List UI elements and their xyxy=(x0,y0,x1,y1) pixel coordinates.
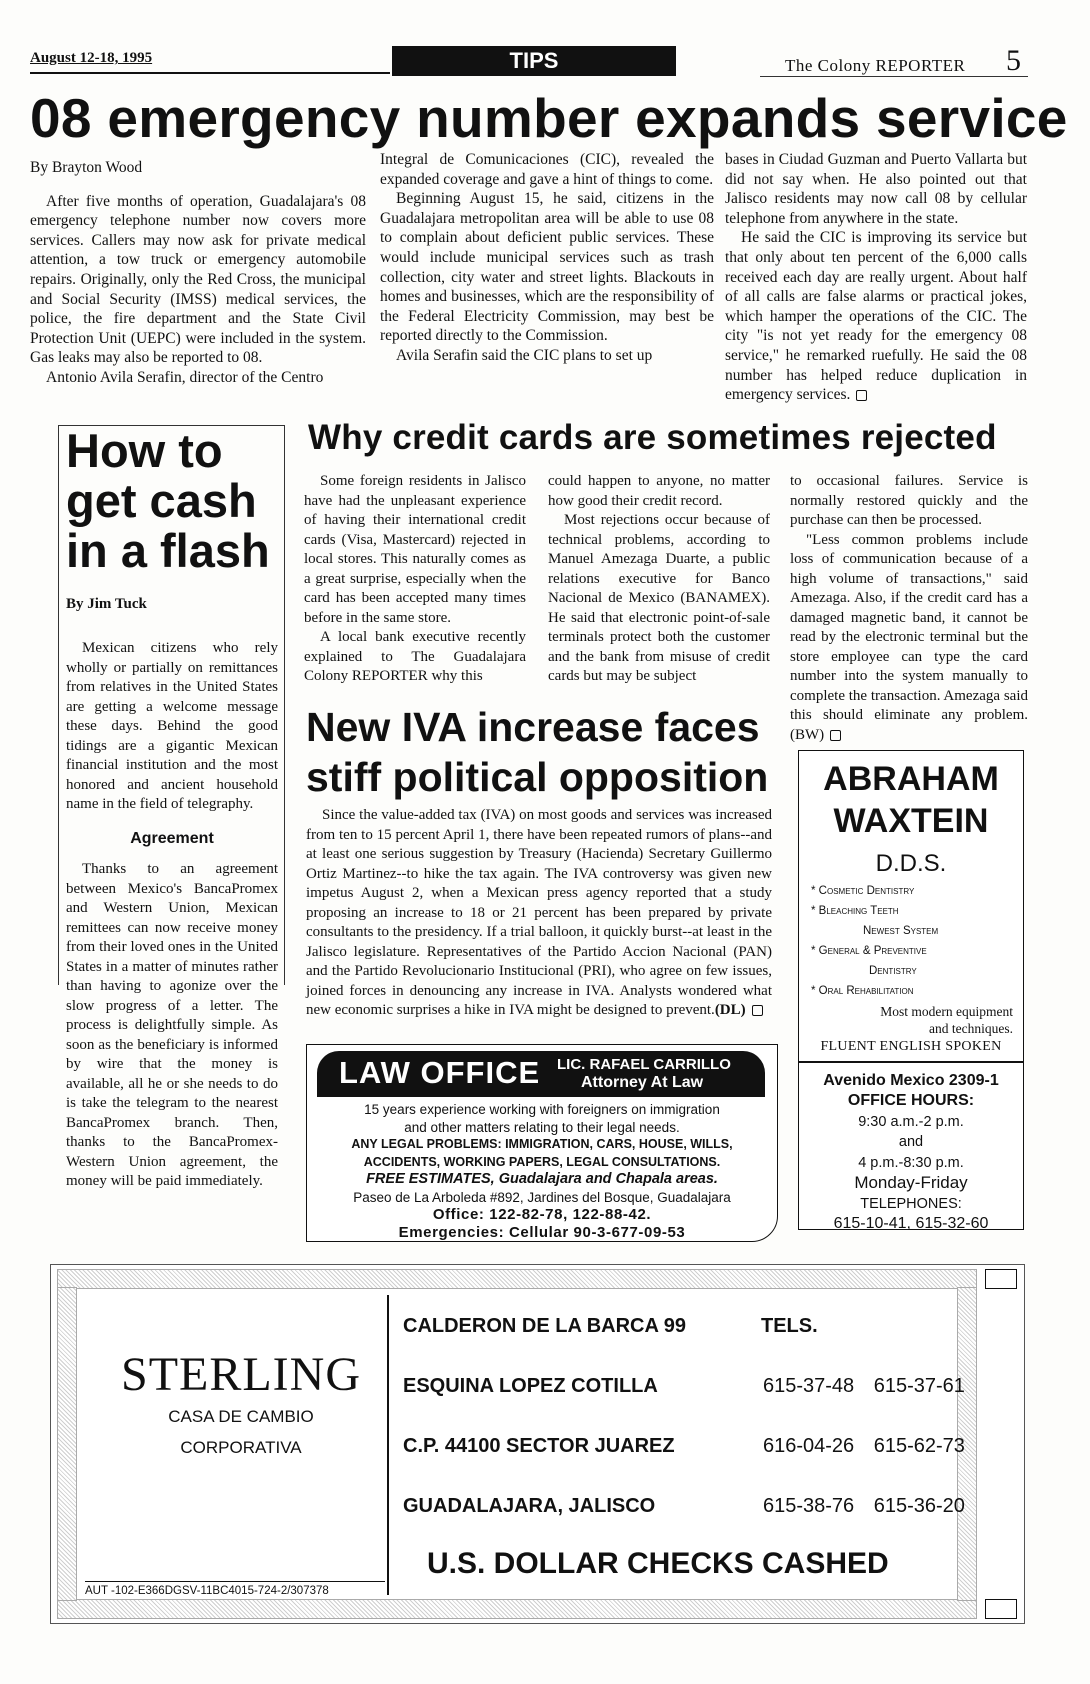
story1-col3-para: bases in Ciudad Guzman and Puerto Vallarta but did not say when. He also pointed out that Jalisco residents may now call 08 by cellular telephone from anywhere in the state. xyxy=(725,151,1027,227)
dentist-name2: WAXTEIN xyxy=(833,802,989,840)
sterling-phone: 615-36-20 xyxy=(873,1495,965,1517)
sterling-frame-left xyxy=(57,1287,77,1601)
sterling-tels-label: TELS. xyxy=(761,1315,818,1337)
law-line: Paseo de La Arboleda #892, Jardines del Bosque, Guadalajara xyxy=(353,1189,731,1205)
story1-col3-para xyxy=(725,228,1027,404)
law-title: LAW OFFICE xyxy=(339,1055,541,1090)
sterling-address-line: GUADALAJARA, JALISCO xyxy=(403,1495,656,1517)
law-line: 15 years experience working with foreigners on immigration xyxy=(364,1102,720,1117)
sterling-phone-row xyxy=(763,1495,965,1555)
story1-col1 xyxy=(30,158,366,388)
story4-headline-line: New IVA increase faces xyxy=(306,704,760,750)
story4-body xyxy=(306,806,772,1021)
sterling-sub1: CASA DE CAMBIO xyxy=(168,1407,314,1426)
story4-headline-line: stiff political opposition xyxy=(306,754,769,800)
story1-col2-para: Avila Serafin said the CIC plans to set up xyxy=(396,346,653,364)
story4-headline xyxy=(306,702,776,802)
story2-body xyxy=(66,639,278,1192)
story2-border-right xyxy=(284,425,285,985)
dentist-service: Dentistry xyxy=(869,965,917,977)
sterling-phone: 615-38-76 xyxy=(763,1495,855,1517)
masthead-rule-right xyxy=(760,76,1028,77)
dentist-equipment xyxy=(799,1003,1023,1037)
story3-text: "Less common problems include loss of communication because of a high volume of transactions," said Amezaga. Also, if the credit card has a damaged magnetic band, it cannot be read by the electronic terminal but the store employee can type the card number into the system manually to complete the transaction. Amezaga said this should eliminate any problem. (BW) xyxy=(790,531,1028,743)
sterling-phone: 615-37-61 xyxy=(873,1375,965,1397)
sterling-name: STERLING xyxy=(121,1348,361,1401)
story1-col2-para: Beginning August 15, he said, citizens in the Guadalajara metropolitan area will be able to use 08 to complain about deficient public services. These would include municipal services such as trash collection, city water and street lights. Blackouts in homes and businesses, which are the responsibility of the Federal Electricity Commission, may best be reported directly to the Commission. xyxy=(380,190,714,345)
sterling-address-line: C.P. 44100 SECTOR JUAREZ xyxy=(403,1435,675,1457)
law-line: and other matters relating to their legal needs. xyxy=(404,1119,680,1135)
end-mark-icon xyxy=(752,1005,763,1016)
story2-para: Thanks to an agreement between Mexico's BancaPromex and Western Union, Mexican remittees can now receive money from their loved ones in the United States in a matter of minutes rather than having to agonize over the slow progress of a letter. The process is delightfully simple. As soon as the beneficiary is informed by wire that the money is available, all he or she needs to do is take the telegram to the nearest BancaPromex branch. Then, thanks to the BancaPromex-Western Union agreement, the money will be paid immediately. xyxy=(66,861,278,1189)
story3-col1 xyxy=(304,472,526,687)
law-name: LIC. RAFAEL CARRILLO xyxy=(557,1056,731,1073)
dentist-ad xyxy=(798,750,1024,1230)
law-line: FREE ESTIMATES, Guadalajara and Chapala areas. xyxy=(366,1171,718,1187)
story1-col3-text: He said the CIC is improving its service but that only about ten percent of the 6,000 calls received each day are really urgent. About half of all calls are false alarms or practical jokes, which hamper the operations of the CIC. The city "is not yet ready for the emergency 08 service," he remarked ruefully. He said the 08 number has helped reduce duplication in emergency services. xyxy=(725,229,1027,404)
story2-border-left xyxy=(58,425,59,985)
story3-para: Most rejections occur because of technical problems, according to Manuel Amezaga Duarte, a public relations executive for Banco Nacional de Mexico (BANAMEX). He said that electronic point-of-sale terminals protect both the customer and the bank from misuse of credit cards but may be subject xyxy=(548,512,770,684)
story2-headline-line: How to xyxy=(66,424,223,477)
story2-headline-line: in a flash xyxy=(66,524,270,577)
dentist-service: * Bleaching Teeth xyxy=(811,905,899,917)
dentist-services xyxy=(799,881,1023,1001)
sterling-ad xyxy=(50,1264,1025,1624)
story2-para: Mexican citizens who rely wholly or partially on remittances from relatives in the United States are getting a welcome message these days. Behind the good tidings are a gigantic Mexican financial institution and the most honored and ancient household name in the field of telegraphy. xyxy=(66,640,278,812)
law-details xyxy=(311,1101,773,1241)
story2-byline: By Jim Tuck xyxy=(66,596,147,612)
sterling-frame-bottom xyxy=(57,1599,977,1619)
story3-para: to occasional failures. Service is normally restored quickly and the purchase can then be processed. xyxy=(790,473,1028,528)
story1-col2 xyxy=(380,150,714,366)
dentist-service: * Cosmetic Dentistry xyxy=(811,885,915,897)
story2-headline xyxy=(66,426,278,576)
sterling-divider xyxy=(387,1295,389,1595)
dentist-days: Monday-Friday xyxy=(854,1173,968,1192)
law-office-ad xyxy=(306,1044,778,1242)
law-line: Emergencies: Cellular 90-3-677-09-53 xyxy=(398,1223,686,1241)
dentist-info xyxy=(799,1071,1023,1235)
dentist-service: * General & Preventive xyxy=(811,945,927,957)
dentist-english: FLUENT ENGLISH SPOKEN xyxy=(820,1039,1002,1054)
story1-col2-para: Integral de Comunicaciones (CIC), revealed the expanded coverage and gave a hint of things to come. xyxy=(380,151,714,188)
story3-para xyxy=(790,531,1028,746)
paper-name: The Colony REPORTER xyxy=(785,56,966,75)
story4-para xyxy=(306,806,772,1021)
dentist-title: D.D.S. xyxy=(875,850,947,877)
law-role: Attorney At Law xyxy=(581,1074,704,1091)
story1-byline: By Brayton Wood xyxy=(30,159,143,176)
sterling-corner-box xyxy=(985,1269,1017,1289)
story1-col3 xyxy=(725,150,1027,405)
story1-headline: 08 emergency number expands service xyxy=(30,87,1068,149)
story2-headline-line: get cash xyxy=(66,474,257,527)
law-line: Office: 122-82-78, 122-88-42. xyxy=(432,1206,652,1223)
dentist-service: * Oral Rehabilitation xyxy=(811,985,914,997)
sterling-address xyxy=(403,1315,686,1518)
law-line: ANY LEGAL PROBLEMS: IMMIGRATION, CARS, HOUSE, WILLS, xyxy=(351,1137,733,1151)
sterling-phone-row xyxy=(763,1375,965,1435)
sterling-corner-box xyxy=(985,1599,1017,1619)
dentist-divider xyxy=(799,1061,1023,1063)
dentist-service: Newest System xyxy=(863,925,939,937)
dentist-equipment-line: and techniques. xyxy=(929,1021,1013,1036)
section-label: TIPS xyxy=(509,48,559,73)
dentist-equipment-line: Most modern equipment xyxy=(880,1004,1013,1019)
sterling-frame-top xyxy=(57,1269,977,1289)
story2-column xyxy=(66,426,278,1192)
sterling-sub2: CORPORATIVA xyxy=(180,1438,302,1457)
section-banner xyxy=(392,46,676,76)
story3-para: could happen to anyone, no matter how good their credit record. xyxy=(548,473,770,509)
sterling-address-line: CALDERON DE LA BARCA 99 xyxy=(403,1315,686,1337)
end-mark-icon xyxy=(830,730,841,741)
story2-subhead: Agreement xyxy=(130,829,214,847)
page-number: 5 xyxy=(1006,44,1021,77)
sterling-auth: AUT -102-E366DGSV-11BC4015-724-2/307378 xyxy=(85,1581,385,1597)
dentist-tels: 615-10-41, 615-32-60 xyxy=(833,1215,989,1232)
dentist-name1: ABRAHAM xyxy=(823,760,999,798)
dentist-tel-label: TELEPHONES: xyxy=(860,1195,962,1212)
story3-col2 xyxy=(548,472,770,687)
sterling-slogan: U.S. DOLLAR CHECKS CASHED xyxy=(427,1547,889,1580)
dentist-hours: and xyxy=(898,1134,924,1150)
story1-col1-para: After five months of operation, Guadalajara's 08 emergency telephone number now covers more services. Callers may now ask for private medical attention, a tow truck or emergency automobile repairs. Originally, only the Red Cross, the municipal and Social Security (IMSS) medical services, the police, the fire department and the State Civil Protection Unit (UEPC) were included in the system. Gas leaks may also be reported to 08. xyxy=(30,192,366,367)
story3-headline: Why credit cards are sometimes rejected xyxy=(308,418,997,457)
dentist-hours: 4 p.m.-8:30 p.m. xyxy=(858,1154,964,1171)
sterling-phone-row xyxy=(763,1435,965,1495)
law-banner xyxy=(317,1051,765,1097)
end-mark-icon xyxy=(856,390,867,401)
story3-col3 xyxy=(790,472,1028,745)
dentist-hours: 9:30 a.m.-2 p.m. xyxy=(858,1113,964,1130)
sterling-address-line: ESQUINA LOPEZ COTILLA xyxy=(403,1375,658,1397)
story1-col1-para: Antonio Avila Serafin, director of the Centro xyxy=(46,368,324,386)
sterling-phone: 615-37-48 xyxy=(763,1375,855,1397)
law-line: ACCIDENTS, WORKING PAPERS, LEGAL CONSULTATIONS. xyxy=(363,1154,721,1169)
dentist-address: Avenido Mexico 2309-1 xyxy=(823,1071,999,1089)
masthead-date: August 12-18, 1995 xyxy=(30,50,153,66)
story4-signoff: (DL) xyxy=(714,1002,746,1018)
story4-text: Since the value-added tax (IVA) on most goods and services was increased from ten to 15 percent April 1, there have been repeated rumors of plans--and at least one serious suggestion by Treasury (Hacienda) Secretary Guillermo Ortiz Martinez--to hike the tax again. The IVA controversy was given new impetus August 2, when a Mexican press agency reported that a study proposing an increase to 18 or 21 percent has been prepared by private consultants to the presidency. If a trial balloon, it quickly burst--at least in the Jalisco legislature. Representatives of the Partido Accion Nacional (PAN) and the Partido Revolucionario Institucional (PRI), who agree on few issues, joined forces in denouncing any increase in IVA. Analysts wondered what new economic surprises a hike in IVA might be designed to prevent. xyxy=(306,807,772,1018)
sterling-phone: 615-62-73 xyxy=(873,1435,965,1457)
dentist-hours-label: OFFICE HOURS: xyxy=(847,1092,975,1109)
story3-para: A local bank executive recently explained to The Guadalajara Colony REPORTER why this xyxy=(304,629,526,684)
sterling-phone: 616-04-26 xyxy=(763,1435,855,1457)
sterling-phones xyxy=(763,1375,965,1555)
story3-para: Some foreign residents in Jalisco have had the unpleasant experience of having their international credit cards (Visa, Mastercard) rejected in local stores. This naturally comes as a great surprise, especially when the card has been accepted many times before in the same store. xyxy=(304,473,526,626)
masthead-rule xyxy=(30,72,390,74)
